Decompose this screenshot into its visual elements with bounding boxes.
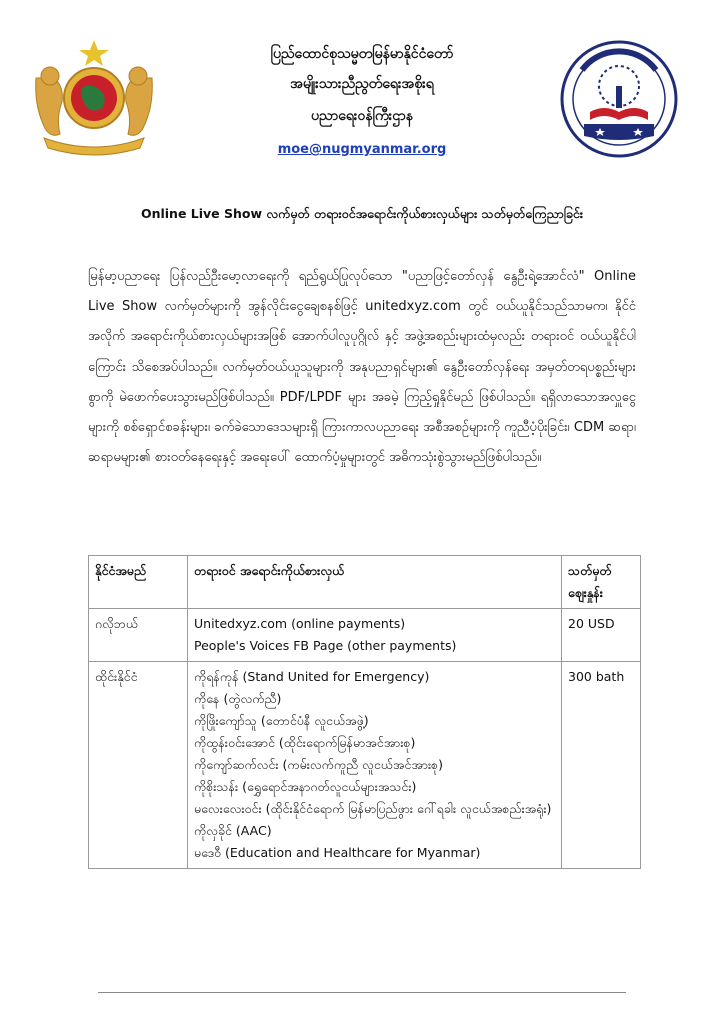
agent-item: People's Voices FB Page (other payments) bbox=[194, 638, 457, 653]
agents-table bbox=[88, 555, 641, 869]
email-link[interactable]: moe@nugmyanmar.org bbox=[277, 142, 447, 157]
header-government-name: အမျိုးသားညီညွတ်ရေးအစိုးရ bbox=[290, 76, 434, 92]
announcement-paragraph: မြန်မာ့ပညာရေး ပြန်လည်ဦးမော့လာရေးကို ရည်ရွယ်ပြုလုပ်သော "ပညာဖြင့်တော်လှန် နွေဦးရဲ့အောင်လံ" Online Live Show လက်မှတ်များကို အွန်လိုင်းငွေချေစနစ်ဖြင့် unitedxyz.com တွင် ဝယ်ယူနိုင်သည်သာမက၊ နိုင်ငံအလိုက် အရောင်းကိုယ်စားလှယ်များအဖြစ် အောက်ပါလူပုဂ္ဂိုလ် နှင့် အဖွဲ့အစည်းများထံမှလည်း တရားဝင် ဝယ်ယူနိုင်ပါကြောင်း သိစေအပ်ပါသည်။ လက်မှတ်ဝယ်ယူသူများကို အနုပညာရှင်များ၏ နွေဦးတော်လှန်ရေး အမှတ်တရပစ္စည်းများစွာကို မဲဖောက်ပေးသွားမည်ဖြစ်ပါသည်။ PDF/LPDF များ အခမဲ့ ကြည့်ရှုနိုင်မည် ဖြစ်ပါသည်။ ရရှိလာသောအလှူငွေများကို စစ်ရှောင်စခန်းများ၊ ခက်ခဲသောဒေသများရှိ ကြားကာလပညာရေး အစီအစဉ်များကို ကူညီပံ့ပိုးခြင်း၊ CDM ဆရာ၊ ဆရာမများ၏ စားဝတ်နေရေးနှင့် အရေးပေါ် ထောက်ပံ့မှုများတွင် အဓိကသုံးစွဲသွားမည်ဖြစ်ပါသည်။ bbox=[88, 269, 636, 466]
agent-item: Unitedxyz.com (online payments) bbox=[194, 616, 406, 631]
agents-cell bbox=[188, 609, 562, 662]
agent-item: ကိုနေ (တွဲလက်ညီ) bbox=[194, 691, 282, 706]
agent-item: ကိုလှခိုင် (AAC) bbox=[194, 823, 272, 838]
agents-cell bbox=[188, 662, 562, 869]
ministry-of-education-logo bbox=[560, 40, 678, 158]
state-emblem-logo bbox=[30, 38, 158, 156]
table-row bbox=[89, 609, 641, 662]
country-cell: ထိုင်းနိုင်ငံ bbox=[89, 662, 188, 869]
table-header-row bbox=[89, 556, 641, 609]
header-price: သတ်မှတ်ဈေးနှုန်း bbox=[562, 556, 641, 609]
header-ministry-name: ပညာရေးဝန်ကြီးဌာန bbox=[311, 108, 413, 124]
document-title: Online Live Show လက်မှတ် တရားဝင်အရောင်းကိုယ်စားလှယ်များ သတ်မှတ်ကြေညာခြင်း bbox=[140, 206, 584, 221]
agent-item: ကိုကျော်ဆက်လင်း (ကမ်းလက်ကူညီ လူငယ်အင်အားစု) bbox=[194, 757, 444, 772]
agent-item: မလေးလေးဝင်း (ထိုင်းနိုင်ငံရောက် မြန်မာပြည်ဖွား ဂေါ်ရခါး လူငယ်အစည်းအရုံး) bbox=[194, 801, 552, 816]
footer-divider bbox=[98, 992, 626, 993]
agent-item: ကိုထွန်းဝင်းအောင် (ထိုင်းရောက်မြန်မာအင်အားစု) bbox=[194, 735, 416, 750]
price-cell: 300 bath bbox=[562, 662, 641, 869]
agent-item: ကိုစိုးသန်း (ရွှေရောင်အနာဂတ်လူငယ်များအသင်း) bbox=[194, 779, 417, 794]
header-country: နိုင်ငံအမည် bbox=[89, 556, 188, 609]
country-cell: ဂလိုဘယ် bbox=[89, 609, 188, 662]
header-agent: တရားဝင် အရောင်းကိုယ်စားလှယ် bbox=[188, 556, 562, 609]
price-cell: 20 USD bbox=[562, 609, 641, 662]
agent-item: ကိုဖြိုးကျော်သူ (တောင်ပံနီ လူငယ်အဖွဲ့) bbox=[194, 713, 369, 728]
agent-item: ကိုရန်ကုန် (Stand United for Emergency) bbox=[194, 669, 430, 684]
table-row bbox=[89, 662, 641, 869]
header-country-name: ပြည်ထောင်စုသမ္မတမြန်မာနိုင်ငံတော် bbox=[270, 46, 454, 62]
agent-item: မဒေဝီ (Education and Healthcare for Myanmar) bbox=[194, 845, 481, 860]
